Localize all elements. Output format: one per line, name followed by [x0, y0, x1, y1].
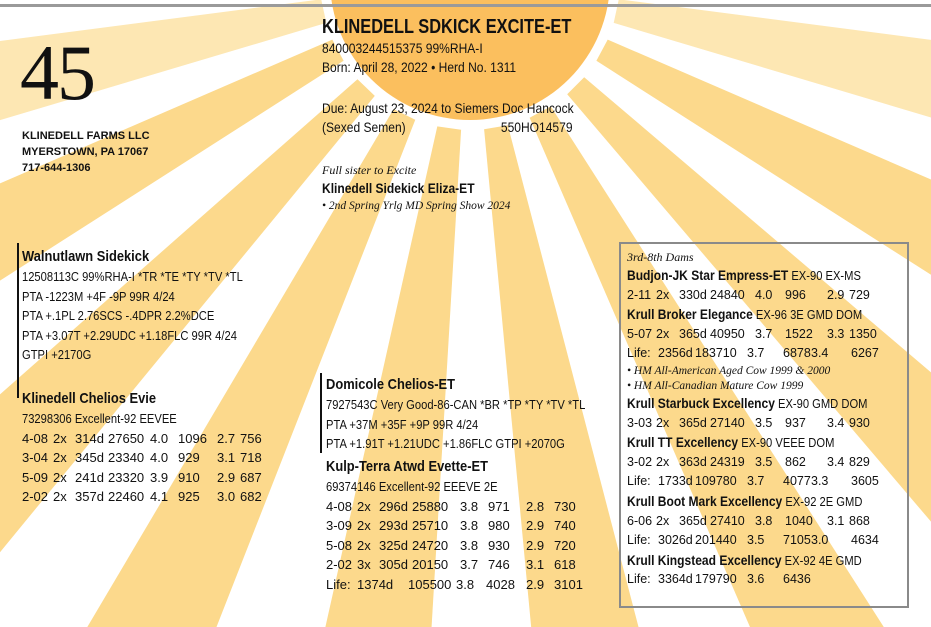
semen-line: [322, 118, 571, 137]
record-cell: 3.8: [456, 576, 475, 592]
record-row: [627, 512, 907, 532]
record-cell: 2.9: [526, 537, 545, 553]
record-cell: 6878: [783, 346, 811, 361]
record-row: [326, 497, 576, 517]
ancestor-dam-classification: EX-90 GMD DOM: [774, 395, 868, 411]
record-cell: 183710: [695, 346, 737, 361]
record-cell: 3.4: [827, 415, 845, 430]
record-cell: 201440: [695, 533, 737, 548]
ancestor-dam-heading: [627, 266, 867, 286]
record-cell: 24840: [710, 287, 745, 302]
record-row: [22, 448, 262, 468]
record-cell: 5-09: [22, 469, 49, 485]
mgs-line: 7927543C Very Good-86-CAN *BR *TP *TY *TV *TL: [326, 397, 586, 412]
record-cell: 2.9: [526, 518, 545, 534]
record-cell: 365d: [679, 513, 707, 528]
record-cell: 3.3: [811, 474, 829, 489]
record-cell: 718: [240, 450, 262, 466]
sire-line: 12508113C 99%RHA-I *TR *TE *TY *TV *TL: [22, 269, 243, 284]
record-cell: 23320: [108, 469, 145, 485]
record-cell: 2-02: [326, 557, 353, 573]
mgs-line: PTA +37M +35F +9P 99R 4/24: [326, 416, 479, 432]
record-cell: 3.9: [150, 469, 169, 485]
record-row: [627, 472, 907, 492]
record-cell: 25880: [412, 498, 449, 514]
ancestor-dam-name: Krull Boot Mark Excellency: [627, 492, 783, 509]
record-cell: 2x: [656, 454, 670, 469]
record-cell: 2.7: [217, 430, 236, 446]
mgs-line: PTA +1.91T +1.21UDC +1.86FLC GTPI +2070G: [326, 436, 565, 452]
ancestor-dam-heading: [627, 492, 867, 512]
record-cell: 3.8: [460, 518, 479, 534]
ancestor-dam: [627, 551, 907, 590]
ancestor-dam-heading: [627, 433, 867, 453]
record-row: [627, 570, 907, 590]
dam-reg: 73298306 Excellent-92 EEVEE: [22, 411, 177, 426]
record-cell: 687: [240, 469, 262, 485]
record-cell: 1096: [178, 430, 207, 446]
granddam-name: Kulp-Terra Atwd Evette-ET: [326, 458, 488, 475]
record-cell: 2.9: [526, 576, 545, 592]
record-cell: 925: [178, 489, 200, 505]
ancestor-dam-heading: [627, 305, 867, 325]
record-cell: 296d: [379, 498, 408, 514]
record-row: [627, 344, 907, 364]
sister-name: Klinedell Sidekick Eliza-ET: [322, 180, 475, 196]
due-line: Due: August 23, 2024 to Siemers Doc Hancock: [322, 100, 574, 116]
record-cell: 3.4: [827, 454, 845, 469]
sire-line: PTA +.1PL 2.76SCS -.4DPR 2.2%DCE: [22, 308, 215, 324]
dams-header: 3rd-8th Dams: [627, 250, 694, 264]
record-cell: 345d: [75, 450, 104, 466]
record-cell: 20150: [412, 557, 449, 573]
dams-list: [627, 266, 907, 590]
record-cell: 2x: [53, 489, 67, 505]
record-cell: 930: [849, 415, 870, 430]
record-row: [627, 414, 907, 434]
record-cell: 2x: [357, 518, 371, 534]
record-cell: 241d: [75, 469, 104, 485]
ancestor-dam-records: [627, 453, 907, 492]
record-cell: 980: [488, 518, 510, 534]
ancestor-dam-note: • HM All-American Aged Cow 1999 & 2000: [627, 364, 831, 377]
record-cell: 6-06: [627, 513, 653, 528]
record-cell: 3-09: [326, 518, 353, 534]
granddam-records: [326, 497, 583, 595]
service-sire-code: 550HO14579: [500, 119, 573, 135]
record-cell: 330d: [679, 287, 707, 302]
record-cell: 868: [849, 513, 870, 528]
record-cell: Life:: [627, 346, 651, 361]
record-cell: 3.1: [827, 513, 845, 528]
record-cell: 314d: [75, 430, 104, 446]
record-cell: 3.6: [747, 572, 765, 587]
record-row: [627, 325, 907, 345]
ancestor-dam-classification: EX-92 2E GMD: [782, 493, 863, 509]
record-cell: 910: [178, 469, 200, 485]
record-cell: 729: [849, 287, 870, 302]
ancestor-dam: [627, 305, 907, 394]
record-cell: 2.8: [526, 498, 545, 514]
record-cell: 3.0: [217, 489, 236, 505]
record-cell: 4634: [851, 533, 879, 548]
record-cell: 3.5: [747, 533, 765, 548]
record-row: [326, 575, 583, 595]
ancestor-dam-name: Krull Starbuck Excellency: [627, 394, 775, 411]
record-cell: 2x: [656, 287, 670, 302]
record-cell: 3.5: [755, 454, 773, 469]
ancestor-dam-heading: [627, 394, 867, 414]
dam-records: [22, 429, 262, 507]
record-cell: 3x: [357, 557, 371, 573]
record-cell: 2.9: [217, 469, 236, 485]
record-cell: 3.1: [217, 450, 236, 466]
record-cell: 3.7: [460, 557, 479, 573]
record-cell: 365d: [679, 326, 707, 341]
record-cell: 363d: [679, 454, 707, 469]
record-cell: 357d: [75, 489, 104, 505]
record-cell: 1733d: [658, 474, 693, 489]
record-cell: 756: [240, 430, 262, 446]
consignor-phone: 717-644-1306: [22, 162, 91, 174]
record-cell: 3101: [554, 576, 583, 592]
record-cell: 996: [785, 287, 806, 302]
record-row: [627, 453, 907, 473]
record-cell: 3.0: [811, 533, 829, 548]
record-cell: 862: [785, 454, 806, 469]
ancestor-dam: [627, 394, 907, 433]
consignor-location: MYERSTOWN, PA 17067: [22, 146, 149, 158]
animal-info: [322, 39, 548, 77]
record-row: [326, 555, 576, 575]
pedigree-bracket-mid: [320, 373, 322, 453]
record-cell: 971: [488, 498, 510, 514]
record-cell: 4.0: [755, 287, 773, 302]
semen-note: (Sexed Semen): [322, 119, 406, 135]
record-cell: 305d: [379, 557, 408, 573]
registration: 840003244515375 99%RHA-I: [322, 40, 483, 56]
record-cell: 2-02: [22, 489, 49, 505]
granddam-reg: 69374146 Excellent-92 EEEVE 2E: [326, 479, 498, 494]
record-cell: 6436: [783, 572, 811, 587]
record-cell: 5-08: [326, 537, 353, 553]
record-cell: 5-07: [627, 326, 653, 341]
record-cell: 4.1: [150, 489, 169, 505]
record-cell: 2-11: [627, 287, 652, 302]
sire-block: [22, 247, 279, 365]
record-cell: 6267: [851, 346, 879, 361]
ancestor-dam-name: Krull Kingstead Excellency: [627, 551, 782, 568]
record-cell: 3.4: [811, 346, 829, 361]
record-cell: 929: [178, 450, 200, 466]
record-cell: 2x: [656, 326, 670, 341]
record-cell: 730: [554, 498, 576, 514]
record-cell: 27140: [710, 415, 745, 430]
top-rule: [0, 4, 931, 7]
ancestor-dam-records: [627, 512, 907, 551]
mgs-name: Domicole Chelios-ET: [326, 376, 456, 393]
record-cell: Life:: [326, 576, 351, 592]
sire-line: PTA -1223M +4F -9P 99R 4/24: [22, 288, 175, 304]
record-cell: 2x: [656, 513, 670, 528]
record-cell: 3.5: [755, 415, 773, 430]
record-cell: 3026d: [658, 533, 693, 548]
record-cell: 109780: [695, 474, 737, 489]
record-cell: 2x: [53, 450, 67, 466]
ancestor-dam-records: [627, 414, 907, 434]
record-cell: 3.1: [526, 557, 545, 573]
record-cell: 7105: [783, 533, 811, 548]
record-cell: 3.7: [755, 326, 773, 341]
record-cell: 4028: [486, 576, 515, 592]
record-cell: 3.8: [460, 498, 479, 514]
ancestor-dam-classification: EX-90 VEEE DOM: [738, 435, 835, 451]
record-cell: 3.7: [747, 346, 765, 361]
record-cell: 3-04: [22, 450, 49, 466]
record-row: [326, 516, 576, 536]
record-cell: 937: [785, 415, 806, 430]
record-cell: Life:: [627, 533, 651, 548]
record-cell: 27410: [710, 513, 745, 528]
record-cell: 2x: [656, 415, 670, 430]
record-cell: 1040: [785, 513, 813, 528]
dams-content: [627, 249, 907, 590]
record-cell: 27650: [108, 430, 145, 446]
granddam-block: [326, 457, 583, 595]
record-cell: 25710: [412, 518, 449, 534]
record-row: [22, 468, 262, 488]
record-cell: 3364d: [658, 572, 693, 587]
record-cell: 1350: [849, 326, 877, 341]
record-cell: 720: [554, 537, 576, 553]
record-cell: 24720: [412, 537, 449, 553]
record-cell: Life:: [627, 572, 651, 587]
record-row: [627, 531, 907, 551]
record-cell: 2x: [357, 498, 371, 514]
dam-name: Klinedell Chelios Evie: [22, 390, 157, 407]
ancestor-dam: [627, 492, 907, 551]
record-cell: 3.3: [827, 326, 845, 341]
record-cell: 24319: [710, 454, 745, 469]
record-cell: 293d: [379, 518, 408, 534]
ancestor-dam-name: Krull TT Excellency: [627, 434, 739, 451]
record-cell: 746: [488, 557, 510, 573]
ancestor-dam-name: Krull Broker Elegance: [627, 306, 753, 323]
record-cell: 105500: [408, 576, 452, 592]
record-row: [627, 286, 907, 306]
record-cell: 2x: [53, 469, 67, 485]
sire-line: GTPI +2170G: [22, 347, 92, 363]
pedigree-bracket-left: [17, 243, 19, 398]
sire-name: Walnutlawn Sidekick: [22, 248, 150, 265]
born-line: Born: April 28, 2022 • Herd No. 1311: [322, 59, 517, 75]
record-cell: Life:: [627, 474, 651, 489]
lot-number: 45: [20, 29, 94, 116]
record-cell: 4077: [783, 474, 811, 489]
record-cell: 740: [554, 518, 576, 534]
dam-block: [22, 389, 262, 507]
ancestor-dam-classification: EX-90 EX-MS: [788, 268, 861, 283]
record-cell: 3-03: [627, 415, 653, 430]
mgs-lines: [326, 395, 628, 454]
record-cell: 3.8: [755, 513, 773, 528]
record-cell: 365d: [679, 415, 707, 430]
ancestor-dam: [627, 433, 907, 492]
ancestor-dam-note: • HM All-Canadian Mature Cow 1999: [627, 379, 804, 392]
record-cell: 3.7: [747, 474, 765, 489]
ancestor-dam-classification: EX-92 4E GMD: [781, 552, 862, 568]
ancestor-dam: [627, 266, 907, 305]
record-row: [22, 429, 262, 449]
record-cell: 4.0: [150, 450, 169, 466]
sire-line: PTA +3.07T +2.29UDC +1.18FLC 99R 4/24: [22, 327, 237, 343]
ancestor-dam-records: [627, 286, 907, 306]
record-cell: 2x: [357, 537, 371, 553]
record-cell: 4-08: [22, 430, 49, 446]
record-row: [326, 536, 576, 556]
consignor-name: KLINEDELL FARMS LLC: [22, 130, 150, 142]
record-cell: 3.8: [460, 537, 479, 553]
record-cell: 682: [240, 489, 262, 505]
ancestor-dam-classification: EX-96 3E GMD DOM: [752, 307, 863, 323]
due-info: [322, 99, 615, 137]
ancestor-dam-records: [627, 325, 907, 364]
record-row: [22, 487, 262, 507]
record-cell: 3-02: [627, 454, 653, 469]
record-cell: 2356d: [658, 346, 693, 361]
sire-lines: [22, 267, 279, 365]
ancestor-dam-name: Budjon-JK Star Empress-ET: [627, 267, 789, 283]
record-cell: 1374d: [357, 576, 394, 592]
record-cell: 1522: [785, 326, 813, 341]
ancestor-dam-records: [627, 570, 907, 590]
record-cell: 325d: [379, 537, 408, 553]
record-cell: 3605: [851, 474, 879, 489]
record-cell: 2x: [53, 430, 67, 446]
sister-block: [322, 162, 510, 215]
consignor-block: [22, 128, 150, 176]
record-cell: 40950: [710, 326, 745, 341]
record-cell: 4-08: [326, 498, 353, 514]
record-cell: 829: [849, 454, 870, 469]
record-cell: 930: [488, 537, 510, 553]
sister-note: • 2nd Spring Yrlg MD Spring Show 2024: [322, 200, 511, 212]
record-cell: 618: [554, 557, 576, 573]
record-cell: 179790: [695, 572, 737, 587]
record-cell: 22460: [108, 489, 145, 505]
animal-name: KLINEDELL SDKICK EXCITE-ET: [322, 16, 572, 38]
mgs-block: [326, 375, 628, 454]
ancestor-dam-heading: [627, 551, 867, 571]
record-cell: 4.0: [150, 430, 169, 446]
sister-intro: Full sister to Excite: [322, 163, 417, 177]
record-cell: 23340: [108, 450, 145, 466]
record-cell: 2.9: [827, 287, 845, 302]
